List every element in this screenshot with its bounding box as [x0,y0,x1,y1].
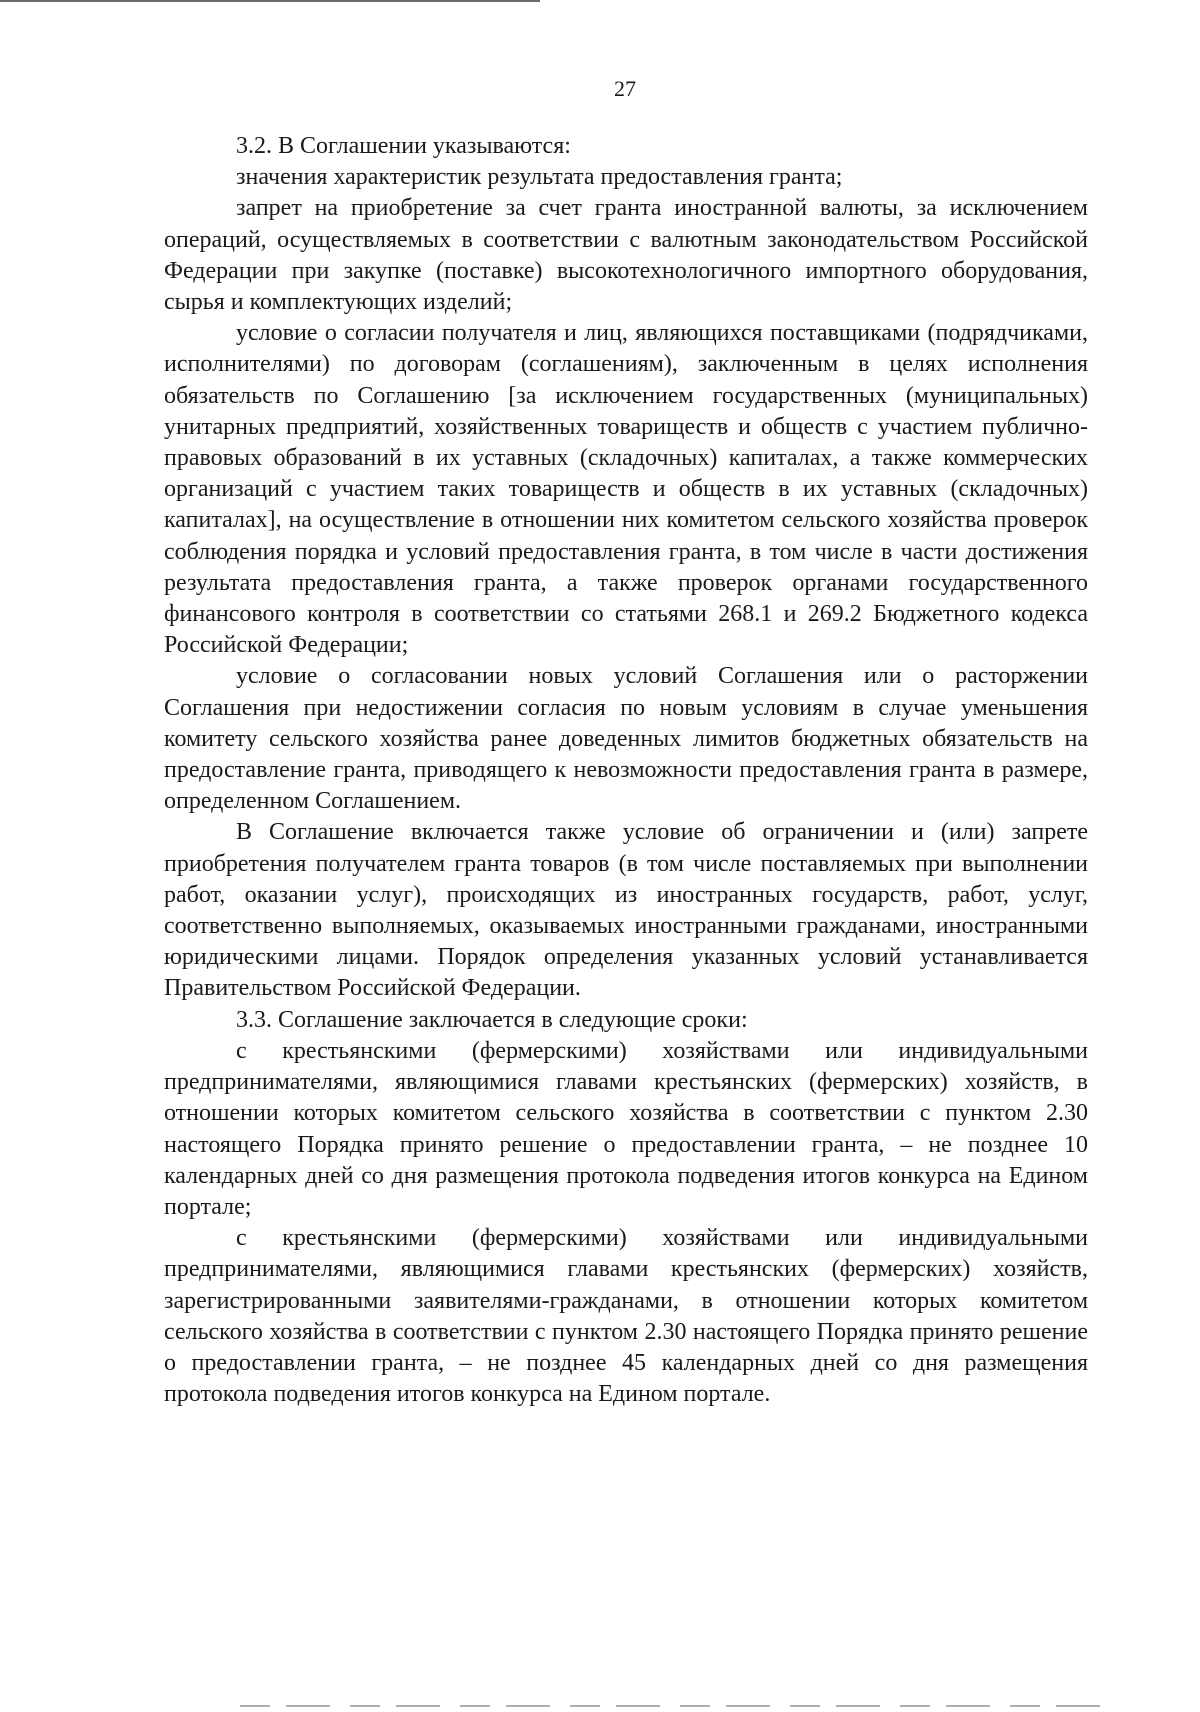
page-number: 27 [614,76,636,101]
paragraph: В Соглашение включается также условие об ограничении и (или) запрете приобретения получателем гранта товаров (в том числе поставляемых при выполнении работ, оказании услуг), происходящих из иностранных государств, работ, услуг, соответственно выполняемых, оказываемых иностранными гражданами, иностранными юридическими лицами. Порядок определения указанных условий устанавливается Правительством Российской Федерации. [164,819,1088,1002]
scan-edge-specks [240,1705,1100,1707]
paragraph: с крестьянскими (фермерскими) хозяйствами или индивидуальными предпринимателями, являющимися главами крестьянских (фермерских) хозяйств, зарегистрированными заявителями-гражданами, в отношении которых комитетом сельского хозяйства в соответствии с пунктом 2.30 настоящего Порядка принято решение о предоставлении гранта, – не позднее 45 календарных дней со дня размещения протокола подведения итогов конкурса на Едином портале. [164,1225,1088,1408]
paragraph: запрет на приобретение за счет гранта иностранной валюты, за исключением операций, осуществляемых в соответствии с валютным законодательством Российской Федерации при закупке (поставке) высокотехнологичного импортного оборудования, сырья и комплектующих изделий; [164,195,1088,316]
document-body [164,131,1088,1410]
section-heading-3-2: 3.2. В Соглашении указываются: [236,133,571,159]
paragraph: с крестьянскими (фермерскими) хозяйствами или индивидуальными предпринимателями, являющимися главами крестьянских (фермерских) хозяйств, в отношении которых комитетом сельского хозяйства в соответствии с пунктом 2.30 настоящего Порядка принято решение о предоставлении гранта, – не позднее 10 календарных дней со дня размещения протокола подведения итогов конкурса на Едином портале; [164,1037,1088,1220]
section-heading-3-3: 3.3. Соглашение заключается в следующие сроки: [236,1006,748,1033]
scan-edge-line [0,0,540,2]
paragraph: условие о согласии получателя и лиц, являющихся поставщиками (подрядчиками, исполнителями) по договорам (соглашениям), заключенным в целях исполнения обязательств по Соглашению [за исключением государственных (муниципальных) унитарных предприятий, хозяйственных товариществ и обществ с участием публично-правовых образований в их уставных (складочных) капиталах, а также коммерческих организаций с участием таких товариществ и обществ в их уставных (складочных) капиталах], на осуществление в отношении них комитетом сельского хозяйства проверок соблюдения порядка и условий предоставления гранта, в том числе в части достижения результата предоставления гранта, а также проверок органами государственного финансового контроля в соответствии со статьями 268.1 и 269.2 Бюджетного кодекса Российской Федерации; [164,320,1088,659]
paragraph: условие о согласовании новых условий Соглашения или о расторжении Соглашения при недостижении согласия по новым условиям в случае уменьшения комитету сельского хозяйства ранее доведенных лимитов бюджетных обязательств на предоставление гранта, приводящего к невозможности предоставления гранта в размере, определенном Соглашением. [164,663,1088,815]
paragraph: значения характеристик результата предоставления гранта; [236,164,843,191]
